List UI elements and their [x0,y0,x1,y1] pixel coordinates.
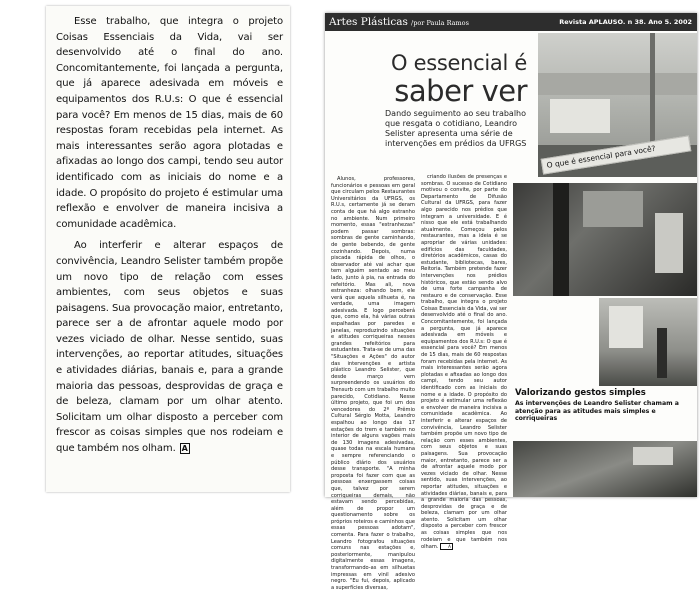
magazine-page [325,13,697,591]
photo-cafeteria-silhouettes [513,183,697,296]
section-author: /por Paula Ramos [411,19,469,27]
end-mark-icon: A [181,444,188,454]
photo-shape [609,306,643,348]
photo-table-scene [513,441,697,497]
photo-shape [655,213,683,273]
zoomed-article-text [46,6,290,492]
end-mark-icon: A [440,543,453,550]
article-paragraph-2 [56,238,283,456]
headline [345,50,527,107]
essential-question-banner: O que é essencial para você? [541,135,692,174]
issue-info: Revista APLAUSO. n 38. Ano 5. 2002 [559,18,692,26]
body-column-2-copy: criando ilusões de presenças e sombras. O sucesso de Cotidiano motivou o convite, por parte do Departamento de Difusão Cultural da UFRGS, para fazer algo parecido nos prédios que integram a universidade. E é nisso que ele está trabalhando atualmente. Começou pelos restaurantes, mas a ideia é se apropriar de várias unidades: edifícios das faculdades, diretórios acadêmicos, casas do estudante, bibliotecas, bares, Reitoria. Também pretende fazer intervenções nos prédios históricos, que estão sendo alvo de uma forte campanha de restauro e de conservação. Esse trabalho, que integra o projeto Coisas Essenciais da Vida, vai ser desenvolvido até o final do ano. Concomitantemente, foi lançada a pergunta, que já aparece adesivada em móveis e equipamentos dos R.U.s: O que é essencial para você? Em menos de 15 dias, mais de 60 respostas foram recebidas pela internet. As mais interessantes serão agora plotadas e afixadas ao longo dos campi, tendo seu autor identificado com as iniciais do nome e a idade. O propósito do projeto é estimular uma reflexão e envolver de maneira incisiva a comunidade acadêmica. Ao interferir e alterar espaços de convivência, Leandro Selister também propõe um novo tipo de relação com esses ambientes, com seus objetos e suas paisagens. Sua provocação maior, entretanto, parece ser a de afrontar aquele modo por vezes viciado de olhar. Nesse sentido, suas intervenções, ao reportar atitudes, situações e atividades diárias, banais e, para a grande maioria das pessoas, desprovidas de graça e de beleza, clamam por um olhar atento. Solicitam um olhar disposto a perceber com frescor as coisas simples que nos rodeiam e que também nos olham. [421,174,507,551]
photo-shape [583,191,643,227]
magazine-header [325,13,697,31]
body-column-1 [331,176,415,591]
photo-shape [553,183,569,296]
body-column-1-text: Alunos, professores, funcionários e pessoas em geral que circulam pelos Restaurantes Universitários da UFRGS, os R.U.s, certamente já se deram conta de que há algo estranho no ambiente. Num primeiro momento, essas "estranhezas" podem passar sombras: sombras de gente caminhando, de gente bebendo, de gente cozinhando. Depois, numa piscada rápida de olhos, o observador até vai achar que tem alguém sentado ao meu lado, junto à pia, na entrada do refeitório. Mas ali, nova estranheza: olhando bem, ele verá que aquela silhueta é, na verdade, uma imagem adesivada. E logo perceberá que, como ela, há várias outras espalhadas por paredes e janelas, reproduzindo situações e atitudes corriqueiras nesses grandes refeitórios para estudantes. Trata-se de uma das "Situações e Ações" do autor das intervenções e artista plástico Leandro Selister, que desde março vem surpreendendo os usuários do Trensurb com um trabalho muito parecido, Cotidiano. Nesse último projeto, que foi um dos vencedores do 2º Prêmio Cultural Sérgio Motta, Leandro espalhou ao longo das 17 estações do trem e também no interior de alguns vagões mais de 130 imagens adesivadas, quase todas na escala humana e sempre referenciando o público diário dos usuários desse transporte. "A minha proposta foi fazer com que as pessoas enxergassem coisas que, talvez por serem corriqueiras demais, não estavam sendo percebidas, além de propor um questionamento sobre os próprios roteiros e caminhos que essas pessoas adotam", comenta. Para fazer o trabalho, Leandro fotografou situações comuns nas estações e, posteriormente, manipulou digitalmente essas imagens, transformando-as em silhuetas impressas em vinil adesivo negro. "Eu fui, depois, aplicado a superfícies diversas, [331,176,415,591]
article-paragraph-2-text: Ao interferir e alterar espaços de convivência, Leandro Selister também propõe um novo tipo de relação com esses ambientes, com seus objetos e suas paisagens. Sua provocação maior, entretanto, parece ser a de afrontar aquele modo por vezes viciado de olhar. Nesse sentido, suas intervenções, ao reportar atitudes, situações e atividades diárias, banais e, para a grande maioria das pessoas, desprovidas de graça e de beleza, clamam por um olhar atento. Solicitam um olhar disposto a perceber com frescor as coisas simples que nos rodeiam e que também nos olham. [56,240,283,455]
caption-title: Valorizando gestos simples [515,388,646,398]
caption-text: As intervenções de Leandro Selister chamam a atenção para as atitudes mais simples e corriqueiras [515,400,679,423]
photo-silhouette-wall [599,298,697,386]
photo-shape [538,73,697,95]
photo-shape [633,447,673,465]
section-title: Artes Plásticas [329,16,408,28]
photo-restaurant-banner [538,33,697,177]
body-column-2-text [421,174,507,551]
body-column-2 [421,174,507,551]
photo-shape [657,328,667,378]
headline-line-2: saber ver [394,74,527,108]
photo-shape [550,99,610,133]
headline-line-1: O essencial é [390,51,527,75]
photo-caption [515,388,695,423]
article-paragraph-1: Esse trabalho, que integra o projeto Coisas Essenciais da Vida, vai ser desenvolvido até o final do ano. Concomitantemente, foi lançada a pergunta, que já aparece adesivada em móveis e equipamentos dos R.U.s: O que é essencial para você? Em menos de 15 dias, mais de 60 respostas foram recebidas pela internet. As mais interessantes serão agora plotadas e afixadas ao longo dos campi, tendo seu autor identificado com as iniciais do nome e a idade. O propósito do projeto é estimular uma reflexão e envolver de maneira incisiva a comunidade acadêmica. [56,16,283,230]
deck-text: Dando seguimento ao seu trabalho que resgata o cotidiano, Leandro Selister apresenta uma série de intervenções em prédios da UFRGS [385,109,527,148]
